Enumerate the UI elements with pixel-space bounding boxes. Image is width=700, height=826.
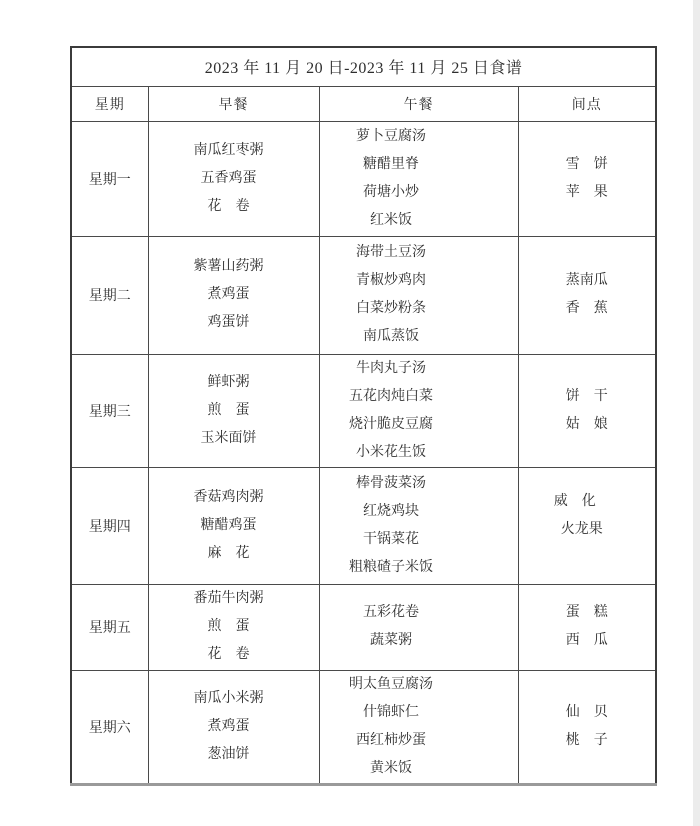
snack-cell: [518, 121, 656, 236]
menu-row-saturday: [71, 670, 656, 784]
menu-row-tuesday: [71, 236, 656, 354]
menu-item: 玉米面饼: [200, 430, 257, 446]
menu-item: 西 瓜: [565, 633, 608, 648]
menu-item: 五彩花卷: [363, 605, 419, 620]
day-cell: 星期六: [71, 670, 148, 784]
day-cell: 星期二: [71, 236, 148, 354]
header-snack: 间点: [518, 86, 656, 121]
snack-cell: [518, 584, 656, 670]
menu-item: 红米饭: [370, 212, 412, 228]
menu-title: 2023 年 11 月 20 日-2023 年 11 月 25 日食谱: [71, 47, 656, 86]
menu-item: 糖醋里脊: [363, 156, 419, 172]
menu-item: 五香鸡蛋: [200, 170, 257, 186]
menu-item: 南瓜红枣粥: [193, 142, 264, 158]
menu-item: 明太鱼豆腐汤: [349, 676, 433, 692]
header-lunch: 午餐: [319, 86, 518, 121]
day-cell: 星期五: [71, 584, 148, 670]
menu-item: 葱油饼: [207, 746, 250, 762]
lunch-cell: [319, 467, 518, 584]
menu-item: 五花肉炖白菜: [349, 388, 433, 404]
menu-item: 萝卜豆腐汤: [356, 128, 426, 144]
menu-item: 棒骨菠菜汤: [356, 475, 426, 491]
menu-item: 牛肉丸子汤: [356, 360, 426, 376]
day-cell: 星期三: [71, 354, 148, 467]
header-day: 星期: [71, 86, 148, 121]
breakfast-cell: [148, 354, 319, 467]
header-row: [71, 86, 656, 121]
menu-item: 西红柿炒蛋: [356, 732, 426, 748]
menu-item: 桃 子: [565, 732, 608, 748]
menu-item: 香 蕉: [565, 301, 608, 316]
menu-item: 小米花生饭: [356, 444, 426, 460]
lunch-cell: [319, 584, 518, 670]
menu-item: 紫薯山药粥: [193, 259, 264, 274]
menu-row-monday: [71, 121, 656, 236]
menu-item: 花 卷: [207, 198, 250, 214]
menu-item: 煎 蛋: [207, 402, 250, 418]
day-cell: 星期一: [71, 121, 148, 236]
menu-item: 干锅菜花: [363, 531, 419, 547]
menu-item: 荷塘小炒: [363, 184, 419, 200]
menu-item: 姑 娘: [565, 416, 608, 432]
page-edge-strip: [693, 0, 700, 826]
breakfast-cell: [148, 121, 319, 236]
menu-item: 南瓜小米粥: [193, 690, 264, 706]
snack-cell: [518, 354, 656, 467]
header-breakfast: 早餐: [148, 86, 319, 121]
breakfast-cell: [148, 467, 319, 584]
menu-item: 南瓜蒸饭: [363, 329, 419, 344]
menu-item: 番茄牛肉粥: [193, 591, 264, 606]
menu-row-thursday: [71, 467, 656, 584]
menu-item: 煮鸡蛋: [207, 287, 250, 302]
menu-item: 糖醋鸡蛋: [200, 517, 257, 533]
menu-item: 香菇鸡肉粥: [193, 489, 264, 505]
snack-cell: [518, 670, 656, 784]
menu-item: 什锦虾仁: [363, 704, 419, 720]
menu-item: 红烧鸡块: [363, 503, 419, 519]
menu-item: 煮鸡蛋: [207, 718, 250, 734]
menu-item: 饼 干: [565, 388, 608, 404]
menu-item: 蔬菜粥: [370, 633, 412, 648]
menu-item: 粗粮碴子米饭: [349, 559, 433, 575]
lunch-cell: [319, 236, 518, 354]
breakfast-cell: [148, 670, 319, 784]
menu-item: 白菜炒粉条: [356, 301, 426, 316]
day-cell: 星期四: [71, 467, 148, 584]
menu-item: 火龙果: [546, 521, 603, 537]
menu-row-wednesday: [71, 354, 656, 467]
menu-row-friday: [71, 584, 656, 670]
menu-item: 煎 蛋: [207, 619, 250, 634]
menu-item: 花 卷: [207, 647, 250, 662]
menu-item: 黄米饭: [370, 760, 412, 776]
menu-item: 烧汁脆皮豆腐: [349, 416, 433, 432]
menu-item: 蛋 糕: [565, 605, 608, 620]
menu-item: 仙 贝: [565, 704, 608, 720]
breakfast-cell: [148, 584, 319, 670]
title-row: [71, 47, 656, 86]
menu-item: 威 化: [553, 493, 596, 509]
lunch-cell: [319, 354, 518, 467]
breakfast-cell: [148, 236, 319, 354]
snack-cell: [518, 467, 656, 584]
lunch-cell: [319, 670, 518, 784]
menu-item: 麻 花: [207, 545, 250, 561]
menu-item: 雪 饼: [565, 156, 608, 172]
menu-item: 蒸南瓜: [565, 273, 608, 288]
menu-item: 鸡蛋饼: [207, 315, 250, 330]
menu-table: [70, 46, 657, 786]
menu-item: 苹 果: [565, 184, 608, 200]
lunch-cell: [319, 121, 518, 236]
document-sheet: [70, 46, 657, 786]
snack-cell: [518, 236, 656, 354]
menu-item: 青椒炒鸡肉: [356, 273, 426, 288]
menu-item: 海带土豆汤: [356, 245, 426, 260]
menu-item: 鲜虾粥: [207, 374, 250, 390]
